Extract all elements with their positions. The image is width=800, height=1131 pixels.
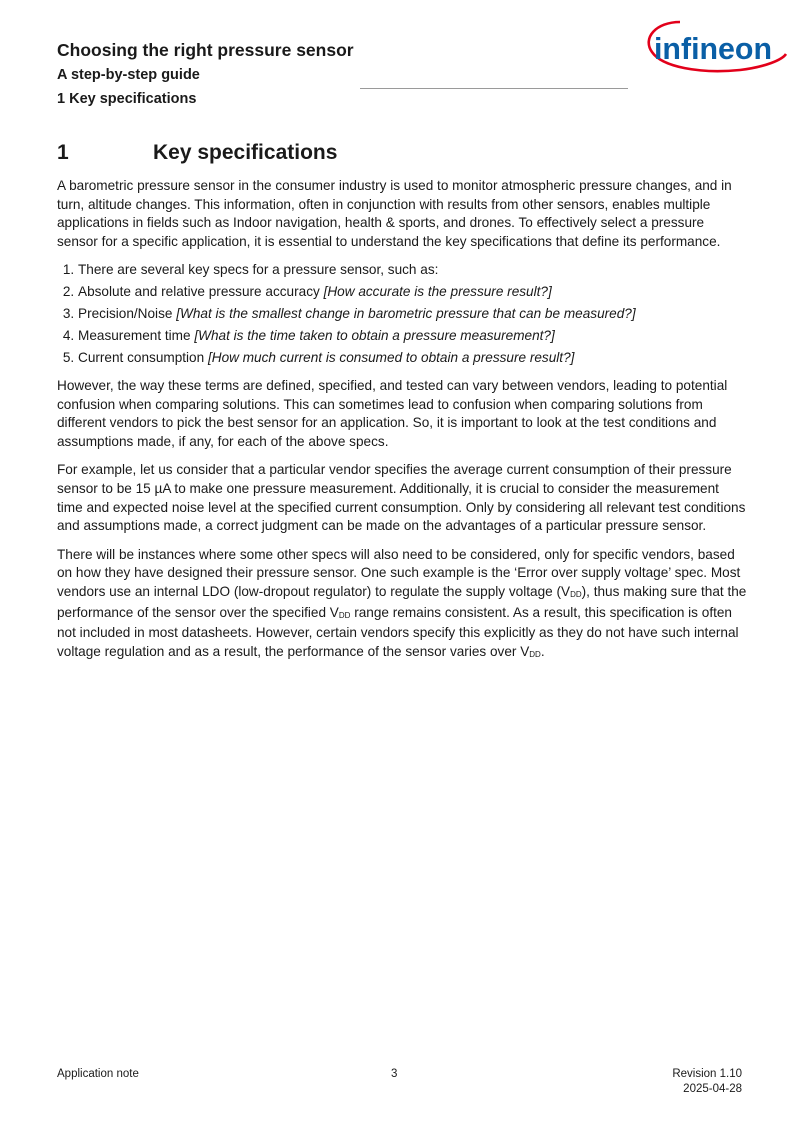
current-example-paragraph: For example, let us consider that a particular vendor specifies the average current consumption of their pressure sensor to be 15 µA to make one pressure measurement. Additionally, it is crucial to consider the measurement time and expected noise level at the specified current consumption. Only by considering all relevant test conditions and assumptions made, a correct judgment can be made on the advantages of a particular pressure sensor.: [57, 462, 746, 534]
document-title: Choosing the right pressure sensor: [57, 40, 354, 60]
footer-doc-type: Application note: [57, 1068, 139, 1080]
header-divider: [360, 88, 628, 89]
footer-revision-block: [672, 1067, 742, 1097]
page-number: 3: [391, 1068, 398, 1080]
supply-voltage-paragraph: There will be instances where some other specs will also need to be considered, only for specific vendors, based on how they have designed their pressure sensor. One such example is the ‘Error over supply voltage’ spec. Most vendors use an internal LDO (low-dropout regulator) to regulate the supply voltage $(V_{DD})$, thus making sure that the performance of the sensor over the specified $V_{DD}$ range remains consistent. As a result, this specification is often not included in most datasheets. However, certain vendors specify this explicitly as they do not have such internal voltage regulation and as a result, the performance of the sensor varies over $V_{DD}$.: [57, 546, 747, 659]
list-item: 3. Precision/Noise [What is the smallest change in barometric pressure that can be measured?]: [78, 305, 747, 324]
section-number: 1: [57, 141, 69, 164]
document-subtitle: A step-by-step guide: [57, 67, 200, 83]
running-section-title: 1 Key specifications: [57, 91, 197, 107]
vendor-comparison-paragraph: However, the way these terms are defined, specified, and tested can vary between vendors, leading to potential confusion when comparing solutions. This can sometimes lead to confusion when comparing solutions from different vendors to pick the best sensor for an application. So, it is important to look at the test conditions and assumptions made, if any, for each of the above specs.: [57, 378, 728, 449]
spec-list: [57, 261, 747, 367]
list-item: 4. Measurement time [What is the time taken to obtain a pressure measurement?]: [78, 327, 747, 346]
revision-label: Revision 1.10: [672, 1068, 742, 1080]
section-heading: [57, 141, 337, 165]
list-item: 2. Absolute and relative pressure accuracy [How accurate is the pressure result?]: [78, 283, 747, 302]
revision-date: 2025-04-28: [683, 1083, 742, 1095]
infineon-logo: [640, 14, 790, 84]
intro-paragraph: A barometric pressure sensor in the consumer industry is used to monitor atmospheric pressure changes, and in turn, altitude changes. This information, often in conjunction with results from other sensors, enables multiple applications in fields such as Indoor navigation, health & sports, and drones. To effectively select a pressure sensor for a specific application, it is essential to understand the key specifications that define its performance.: [57, 178, 732, 249]
list-item: 1. There are several key specs for a pressure sensor, such as:: [78, 261, 747, 280]
body-text: [57, 177, 747, 673]
list-item: 5. Current consumption [How much current is consumed to obtain a pressure result?]: [78, 349, 747, 368]
logo-wordmark: infineon: [654, 31, 772, 66]
section-title: Key specifications: [153, 141, 338, 164]
